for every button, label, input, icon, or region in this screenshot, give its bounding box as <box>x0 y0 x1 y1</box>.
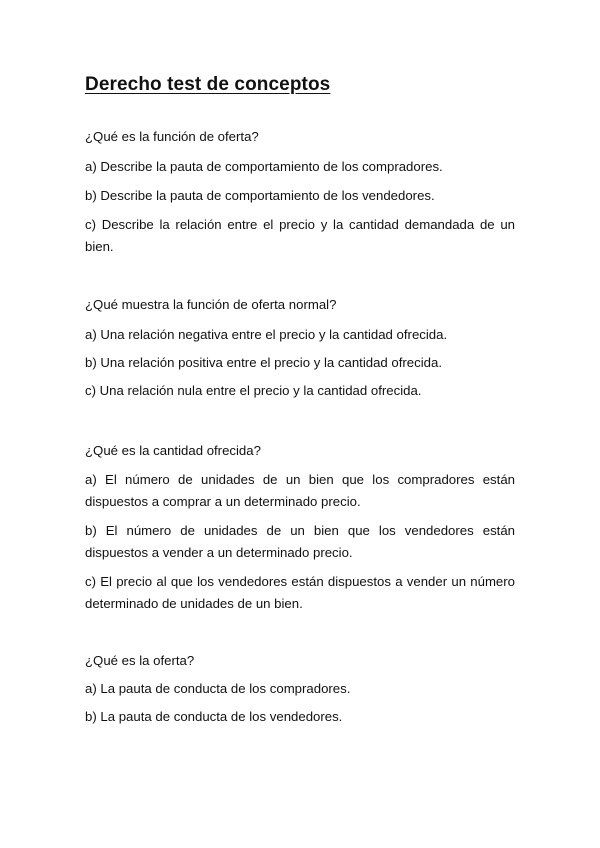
answer-option-b: b) La pauta de conducta de los vendedores. <box>85 709 343 724</box>
answer-option-b: b) Describe la pauta de comportamiento de los vendedores. <box>85 188 435 203</box>
answer-option-a: a) Describe la pauta de comportamiento de los compradores. <box>85 159 443 174</box>
answer-option-a: a) Una relación negativa entre el precio y la cantidad ofrecida. <box>85 327 448 342</box>
answer-option-c: c) Describe la relación entre el precio y la cantidad demandada de un bien. <box>85 217 515 254</box>
answer-option-c: c) El precio al que los vendedores están dispuestos a vender un número determinado de unidades de un bien. <box>85 574 515 611</box>
question-block-4 <box>85 651 515 728</box>
question-text: ¿Qué muestra la función de oferta normal? <box>85 297 337 312</box>
answer-option-c: c) Una relación nula entre el precio y la cantidad ofrecida. <box>85 383 422 398</box>
question-block-1 <box>85 127 515 258</box>
answer-option-a: a) El número de unidades de un bien que los compradores están dispuestos a comprar a un determinado precio. <box>85 472 515 509</box>
answer-option-b: b) El número de unidades de un bien que los vendedores están dispuestos a vender a un determinado precio. <box>85 523 515 560</box>
question-text: ¿Qué es la cantidad ofrecida? <box>85 443 261 458</box>
question-text: ¿Qué es la oferta? <box>85 653 195 668</box>
question-text: ¿Qué es la función de oferta? <box>85 129 259 144</box>
answer-option-b: b) Una relación positiva entre el precio y la cantidad ofrecida. <box>85 355 442 370</box>
question-block-3 <box>85 441 515 615</box>
question-block-2 <box>85 295 515 402</box>
answer-option-a: a) La pauta de conducta de los compradores. <box>85 681 351 696</box>
document-title: Derecho test de conceptos <box>85 74 331 95</box>
